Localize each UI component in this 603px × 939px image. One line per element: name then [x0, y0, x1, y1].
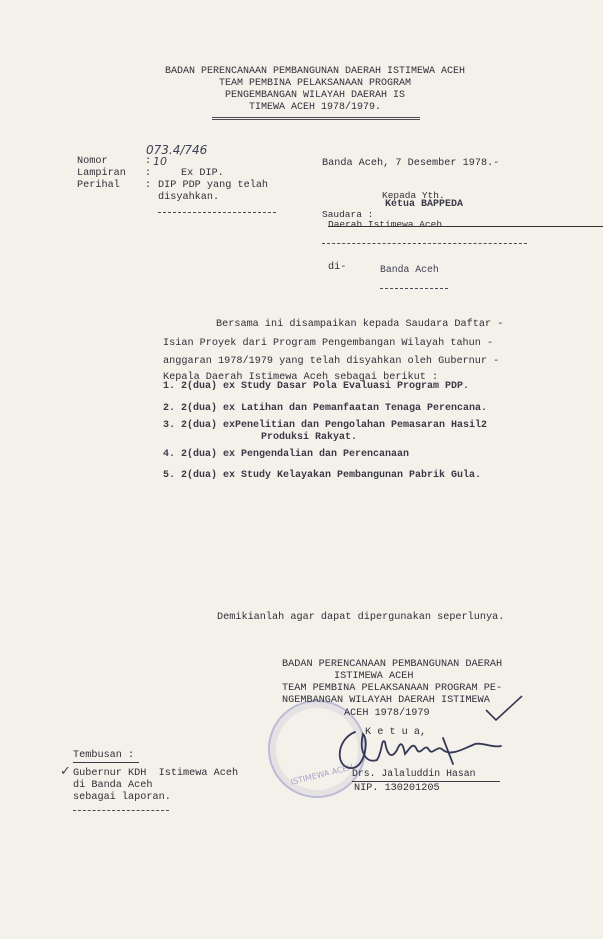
list-item: 3. 2(dua) exPenelitian dan Pengolahan Pemasaran Hasil2	[163, 420, 488, 431]
lampiran-colon: :	[145, 168, 152, 179]
tembusan-line-2: di Banda Aceh	[73, 780, 153, 791]
sign-line-5: ACEH 1978/1979	[344, 708, 430, 719]
sign-line-4: NGEMBANGAN WILAYAH DAERAH ISTIMEWA	[282, 695, 490, 706]
closing-line: Demikianlah agar dapat dipergunakan seperlunya.	[217, 612, 505, 623]
lampiran-label: Lampiran	[77, 168, 126, 179]
header-line-2: TEAM PEMBINA PELAKSANAAN PROGRAM	[218, 78, 412, 89]
perihal-value-2: disyahkan.	[158, 192, 220, 203]
lampiran-count: 10	[153, 155, 167, 168]
struck-addressee: Daerah Istimewa Aceh	[328, 219, 603, 231]
tembusan-line-3: sebagai laporan.	[73, 792, 171, 803]
tembusan-line-1: Gubernur KDH Istimewa Aceh	[73, 768, 239, 779]
list-item: 5. 2(dua) ex Study Kelayakan Pembangunan Pabrik Gula.	[163, 470, 482, 481]
perihal-dashes	[158, 212, 276, 213]
header-line-4: TIMEWA ACEH 1978/1979.	[248, 102, 382, 113]
header-line-3: PENGEMBANGAN WILAYAH DAERAH IS	[224, 90, 406, 101]
kepada-label: Kepada Yth.	[382, 190, 445, 201]
tembusan-dashes	[73, 810, 169, 811]
addressee-place: Banda Aceh	[380, 264, 439, 275]
di-label: di-	[328, 262, 347, 273]
addressee-dashes	[322, 243, 527, 244]
header-underline	[212, 117, 420, 120]
list-item: 1. 2(dua) ex Study Dasar Pola Evaluasi Program PDP.	[163, 381, 470, 392]
tick-icon: ✓	[60, 764, 71, 779]
body-line-2: Isian Proyek dari Program Pengembangan Wilayah tahun -	[163, 338, 494, 349]
list-item: 2. 2(dua) ex Latihan dan Pemanfaatan Tenaga Perencana.	[163, 403, 488, 414]
body-line-1: Bersama ini disampaikan kepada Saudara Daftar -	[216, 319, 504, 330]
body-line-4: Kepala Daerah Istimewa Aceh sebagai berikut :	[163, 372, 439, 383]
body-line-3: anggaran 1978/1979 yang telah disyahkan oleh Gubernur -	[163, 356, 500, 367]
nomor-colon: :	[145, 156, 152, 167]
tembusan-label: Tembusan :	[73, 750, 135, 761]
check-mark-icon	[484, 694, 524, 724]
sign-line-1: BADAN PERENCANAAN PEMBANGUNAN DAERAH	[282, 659, 503, 670]
tembusan-underline	[73, 762, 139, 763]
place-dashes	[380, 288, 448, 289]
lampiran-value: Ex DIP.	[181, 168, 224, 179]
letter-date: Banda Aceh, 7 Desember 1978.-	[322, 158, 500, 169]
signer-name: Drs. Jalaluddin Hasan	[352, 768, 476, 779]
header-line-1: BADAN PERENCANAAN PEMBANGUNAN DAERAH ISTIMEWA ACEH	[164, 66, 466, 77]
signer-underline	[352, 781, 500, 782]
stamp-text: ISTIMEWA ACEH	[289, 762, 355, 787]
ketua-label: K e t u a,	[365, 727, 427, 738]
addressee-title: Ketua BAPPEDA	[385, 199, 464, 210]
perihal-colon: :	[145, 180, 152, 191]
sign-line-3: TEAM PEMBINA PELAKSANAAN PROGRAM PE-	[282, 683, 503, 694]
list-item: 4. 2(dua) ex Pengendalian dan Perencanaan	[163, 449, 410, 460]
perihal-label: Perihal	[77, 180, 120, 191]
signer-nip: NIP. 130201205	[354, 783, 440, 794]
perihal-value-1: DIP PDP yang telah	[158, 180, 269, 191]
nomor-value: 073.4/746	[146, 143, 208, 157]
saudara-label: Saudara :	[322, 209, 374, 220]
nomor-label: Nomor	[77, 156, 108, 167]
sign-line-2: ISTIMEWA ACEH	[334, 671, 414, 682]
list-item-continuation: Produksi Rakyat.	[261, 432, 358, 443]
